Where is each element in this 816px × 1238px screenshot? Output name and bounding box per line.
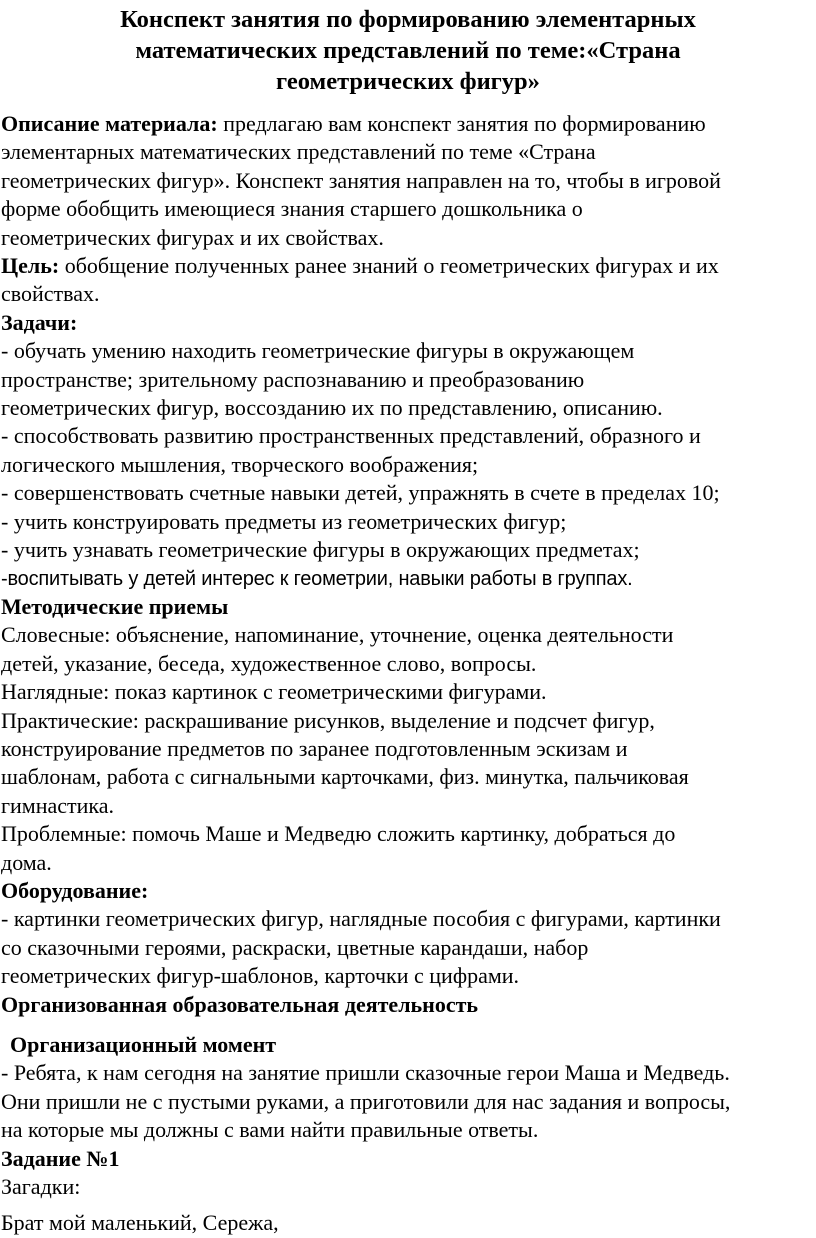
goal-label: Цель:	[1, 253, 60, 279]
list-item: пространстве; зрительному распознаванию и преобразованию	[1, 366, 585, 392]
list-item: геометрических фигур, воссозданию их по представлению, описанию.	[1, 395, 663, 421]
section-heading: Организационный момент	[10, 1032, 277, 1057]
org-moment-section	[1, 1031, 816, 1145]
list-item: - способствовать развитию пространственных представлений, образного и	[1, 423, 701, 449]
list-item	[1, 565, 816, 593]
list-item-rest: интерес к геометрии, навыки работы в группах.	[201, 567, 633, 590]
paragraph-line: конструирование предметов по заранее подготовленным эскизам и	[1, 735, 628, 761]
goal-section	[1, 252, 816, 309]
paragraph-line: геометрических фигур-шаблонов, карточки с цифрами.	[1, 963, 520, 989]
paragraph-line: детей, указание, беседа, художественное слово, вопросы.	[1, 650, 537, 676]
document-body	[1, 110, 816, 1238]
title-line: Конспект занятия по формированию элементарных	[120, 6, 696, 33]
paragraph-line: Проблемные: помочь Маше и Медведю сложить картинку, добраться до	[1, 821, 676, 847]
paragraph-line: Наглядные: показ картинок с геометрическими фигурами.	[1, 679, 547, 705]
section-heading: Задание №1	[1, 1145, 120, 1171]
list-item: - учить конструировать предметы из геометрических фигур;	[1, 508, 567, 534]
paragraph-line: дома.	[1, 849, 52, 875]
paragraph-line: со сказочными героями, раскраски, цветные карандаши, набор	[1, 934, 589, 960]
subheading: Загадки:	[1, 1174, 81, 1200]
section-heading: Методические приемы	[1, 593, 229, 619]
description-label: Описание материала:	[1, 111, 218, 136]
activity-section	[1, 991, 816, 1019]
methods-section	[1, 593, 816, 877]
list-item-prefix: -воспитывать у детей	[1, 567, 202, 590]
paragraph-line: гимнастика.	[1, 792, 115, 818]
paragraph-line: на которые мы должны с вами найти правильные ответы.	[1, 1117, 539, 1143]
paragraph-line	[1, 252, 816, 280]
paragraph-line: Практические: раскрашивание рисунков, выделение и подсчет фигур,	[1, 707, 655, 733]
paragraph-line: свойствах.	[1, 281, 100, 307]
paragraph-line: геометрических фигурах и их свойствах.	[1, 224, 384, 250]
section-heading: Оборудование:	[1, 877, 149, 903]
list-item: - обучать умению находить геометрические фигуры в окружающем	[1, 338, 635, 364]
goal-text: обобщение полученных ранее знаний о геометрических фигурах и их	[59, 253, 719, 279]
list-item: логического мышления, творческого воображения;	[1, 451, 479, 477]
paragraph-line: Они пришли не с пустыми руками, а приготовили для нас задания и вопросы,	[1, 1088, 731, 1114]
task1-section	[1, 1145, 816, 1238]
tasks-section	[1, 309, 816, 593]
title-line: математических представлений по теме:«Страна	[135, 37, 681, 64]
spacer	[1, 1201, 816, 1209]
paragraph-line	[1, 110, 816, 138]
document-title	[40, 4, 776, 97]
paragraph-line: форме обобщить имеющиеся знания старшего дошкольника о	[1, 196, 583, 222]
spacer	[1, 1019, 816, 1031]
paragraph-line: шаблонам, работа с сигнальными карточками, физ. минутка, пальчиковая	[1, 764, 689, 790]
list-item: - совершенствовать счетные навыки детей, упражнять в счете в пределах 10;	[1, 480, 720, 506]
paragraph-line: геометрических фигур». Конспект занятия направлен на то, чтобы в игровой	[1, 167, 721, 193]
section-heading: Задачи:	[1, 309, 78, 335]
description-section	[1, 110, 816, 252]
paragraph-line: Словесные: объяснение, напоминание, уточнение, оценка деятельности	[1, 622, 674, 648]
list-item: - учить узнавать геометрические фигуры в окружающих предметах;	[1, 537, 640, 563]
paragraph-line: - картинки геометрических фигур, наглядные пособия с фигурами, картинки	[1, 906, 721, 932]
equipment-section	[1, 877, 816, 991]
paragraph-line: элементарных математических представлений по теме «Страна	[1, 139, 596, 165]
section-heading: Организованная образовательная деятельность	[1, 991, 479, 1017]
poem-line: Брат мой маленький, Сережа,	[1, 1210, 279, 1236]
paragraph-line: - Ребята, к нам сегодня на занятие пришли сказочные герои Маша и Медведь.	[1, 1060, 730, 1086]
title-line: геометрических фигур»	[276, 68, 540, 95]
description-text: предлагаю вам конспект занятия по формированию	[217, 111, 706, 136]
